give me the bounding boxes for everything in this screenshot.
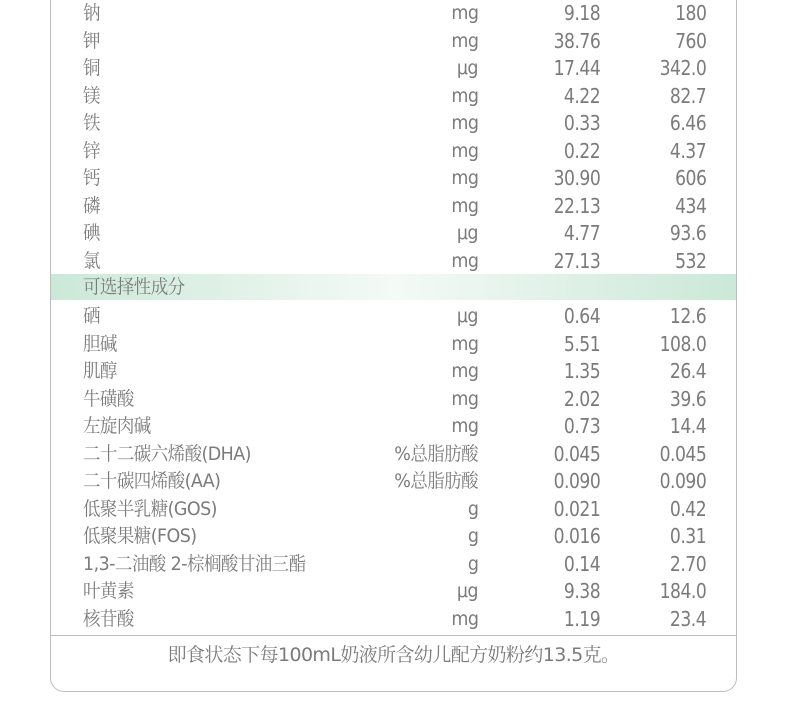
- nutrient-name: 氯: [83, 249, 100, 272]
- nutrient-name: 磷: [83, 194, 100, 217]
- nutrient-name: 左旋肉碱: [83, 415, 151, 437]
- value-per-100ml: 0.73: [563, 414, 600, 438]
- footnote-divider: [51, 635, 736, 636]
- unit: μg: [456, 57, 478, 79]
- section-header-optional: [51, 274, 736, 300]
- unit: μg: [456, 580, 478, 602]
- nutrient-name: 低聚半乳糖(GOS): [83, 497, 217, 520]
- table-row: [51, 523, 736, 550]
- value-per-100g: 434: [674, 193, 706, 218]
- table-row: [51, 606, 736, 633]
- table-row: [51, 193, 736, 220]
- nutrient-name: 铜: [83, 57, 100, 79]
- table-row: [51, 248, 736, 275]
- unit: mg: [450, 332, 478, 355]
- table-row: [51, 83, 736, 110]
- value-per-100g: 23.4: [669, 606, 706, 631]
- nutrient-name: 钠: [83, 2, 100, 24]
- value-per-100ml: 9.18: [563, 1, 600, 25]
- nutrient-name: 低聚果糖(FOS): [83, 525, 197, 547]
- table-row: [51, 468, 736, 495]
- unit: mg: [450, 139, 478, 162]
- table-row: [51, 331, 736, 358]
- nutrient-name: 钾: [83, 29, 100, 52]
- unit: mg: [450, 29, 478, 52]
- value-per-100ml: 5.51: [563, 331, 600, 356]
- value-per-100ml: 27.13: [553, 248, 600, 273]
- unit: %总脂肪酸: [394, 442, 478, 465]
- unit: g: [467, 497, 478, 520]
- value-per-100g: 108.0: [659, 331, 706, 356]
- value-per-100g: 4.37: [669, 138, 706, 163]
- nutrient-name: 锌: [83, 139, 100, 162]
- value-per-100g: 12.6: [669, 304, 706, 328]
- value-per-100g: 14.4: [669, 414, 706, 438]
- nutrient-name: 牛磺酸: [83, 387, 134, 410]
- nutrient-name: 钙: [83, 167, 100, 189]
- table-row: [51, 220, 736, 247]
- value-per-100g: 0.31: [669, 524, 706, 548]
- table-row: [51, 110, 736, 137]
- value-per-100ml: 0.045: [553, 441, 600, 466]
- unit: μg: [456, 222, 478, 244]
- table-row: [51, 386, 736, 413]
- table-row: [51, 303, 736, 330]
- table-row: [51, 441, 736, 468]
- value-per-100g: 0.090: [659, 469, 706, 493]
- value-per-100g: 532: [674, 248, 706, 273]
- unit: g: [467, 525, 478, 547]
- value-per-100g: 26.4: [669, 359, 706, 383]
- value-per-100ml: 4.22: [563, 83, 600, 108]
- value-per-100ml: 2.02: [563, 386, 600, 411]
- footnote: 即食状态下每100mL奶液所含幼儿配方奶粉约13.5克。: [167, 644, 620, 666]
- value-per-100g: 6.46: [669, 111, 706, 135]
- value-per-100ml: 0.016: [553, 524, 600, 548]
- unit: mg: [450, 84, 478, 107]
- table-row: [51, 165, 736, 192]
- table-row: [51, 551, 736, 578]
- nutrient-name: 镁: [83, 84, 100, 107]
- nutrient-name: 二十碳四烯酸(AA): [83, 470, 221, 492]
- table-row: [51, 578, 736, 605]
- value-per-100ml: 22.13: [553, 193, 600, 218]
- unit: mg: [450, 415, 478, 437]
- unit: mg: [450, 387, 478, 410]
- nutrition-table-panel: [50, 0, 737, 692]
- value-per-100g: 184.0: [659, 579, 706, 603]
- nutrient-name: 叶黄素: [83, 580, 134, 602]
- unit: mg: [450, 360, 478, 382]
- value-per-100g: 606: [674, 166, 706, 190]
- value-per-100ml: 0.14: [563, 551, 600, 576]
- value-per-100g: 342.0: [659, 56, 706, 80]
- table-row: [51, 496, 736, 523]
- value-per-100g: 39.6: [669, 386, 706, 411]
- nutrient-name: 铁: [83, 112, 100, 134]
- value-per-100g: 760: [674, 28, 706, 53]
- unit: %总脂肪酸: [394, 470, 478, 492]
- table-row: [51, 413, 736, 440]
- unit: mg: [450, 607, 478, 630]
- value-per-100ml: 0.021: [553, 496, 600, 521]
- table-row: [51, 0, 736, 27]
- value-per-100ml: 17.44: [553, 56, 600, 80]
- section-title: 可选择性成分: [83, 276, 185, 298]
- unit: mg: [450, 249, 478, 272]
- nutrient-name: 1,3-二油酸 2-棕榈酸甘油三酯: [83, 552, 306, 575]
- unit: mg: [450, 2, 478, 24]
- value-per-100ml: 4.77: [563, 221, 600, 245]
- value-per-100ml: 9.38: [563, 579, 600, 603]
- value-per-100ml: 0.33: [563, 111, 600, 135]
- value-per-100ml: 1.19: [563, 606, 600, 631]
- unit: mg: [450, 112, 478, 134]
- value-per-100ml: 0.090: [553, 469, 600, 493]
- value-per-100ml: 30.90: [553, 166, 600, 190]
- unit: g: [467, 552, 478, 575]
- nutrient-name: 核苷酸: [83, 607, 134, 630]
- table-row: [51, 138, 736, 165]
- value-per-100ml: 0.64: [563, 304, 600, 328]
- table-row: [51, 55, 736, 82]
- unit: mg: [450, 194, 478, 217]
- table-row: [51, 28, 736, 55]
- value-per-100ml: 0.22: [563, 138, 600, 163]
- value-per-100ml: 38.76: [553, 28, 600, 53]
- nutrient-name: 二十二碳六烯酸(DHA): [83, 442, 251, 465]
- value-per-100g: 0.42: [669, 496, 706, 521]
- nutrient-name: 肌醇: [83, 360, 117, 382]
- nutrient-name: 碘: [83, 222, 100, 244]
- nutrient-name: 胆碱: [83, 332, 117, 355]
- table-row: [51, 358, 736, 385]
- value-per-100g: 2.70: [669, 551, 706, 576]
- unit: μg: [456, 305, 478, 327]
- unit: mg: [450, 167, 478, 189]
- value-per-100g: 93.6: [669, 221, 706, 245]
- value-per-100g: 82.7: [669, 83, 706, 108]
- value-per-100g: 0.045: [659, 441, 706, 466]
- value-per-100ml: 1.35: [563, 359, 600, 383]
- value-per-100g: 180: [674, 1, 706, 25]
- nutrient-name: 硒: [83, 305, 100, 327]
